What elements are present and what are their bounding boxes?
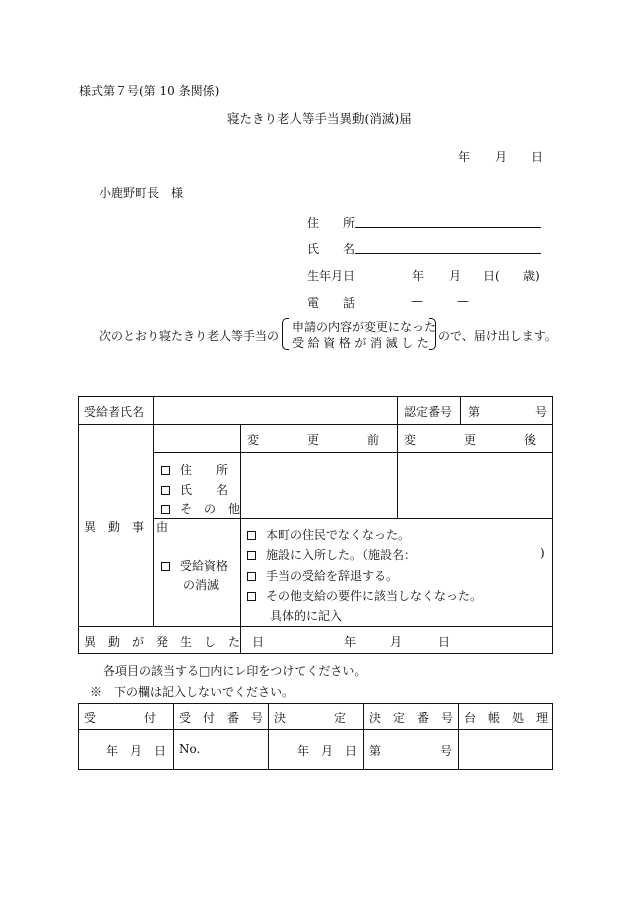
before-label: 変 更 前	[247, 433, 380, 447]
col-divider	[460, 396, 461, 424]
office-header-decision: 決 定	[274, 711, 347, 725]
form-title: 寝たきり老人等手当異動(消滅)届	[227, 111, 412, 126]
intro-options	[282, 318, 436, 350]
date-month: 月	[495, 150, 508, 164]
col-divider	[363, 703, 364, 770]
birth-age: 歳)	[523, 269, 540, 283]
intro-option-loss: 受給資格が消滅した	[292, 336, 433, 350]
birth-year: 年	[412, 269, 425, 283]
checkbox[interactable]	[161, 486, 170, 495]
phone-separator-1: —	[411, 294, 423, 308]
row-divider	[78, 626, 553, 627]
col-divider	[173, 703, 174, 770]
after-field[interactable]	[398, 453, 552, 517]
date-day: 日	[531, 150, 544, 164]
col-divider	[268, 703, 269, 770]
loss-item-other[interactable]: その他支給の要件に該当しなくなった。	[247, 587, 482, 604]
recipient-name-label: 受給者氏名	[84, 405, 145, 419]
address-field[interactable]	[355, 227, 541, 228]
loss-item-decline[interactable]: 手当の受給を辞退する。	[247, 567, 398, 584]
intro-lead: 次のとおり寝たきり老人等手当の	[99, 329, 280, 343]
change-item-name[interactable]: 氏 名	[161, 481, 228, 498]
checkbox[interactable]	[247, 592, 256, 601]
birth-day: 日(	[483, 269, 500, 283]
cert-prefix: 第	[468, 405, 481, 419]
phone-separator-2: —	[457, 294, 469, 308]
office-use-note: ※ 下の欄は記入しないでください。	[90, 685, 295, 699]
change-item-other[interactable]: そ の 他	[161, 500, 240, 517]
checkbox[interactable]	[161, 466, 170, 475]
phone-label: 電 話	[307, 296, 356, 310]
occurrence-day: 日	[438, 635, 451, 649]
loss-item-nonresident[interactable]: 本町の住民でなくなった。	[247, 526, 410, 543]
office-decision-prefix: 第	[369, 744, 382, 758]
birthdate-label: 生年月日	[307, 269, 356, 283]
intro-option-change: 申請の内容が変更になった	[292, 320, 437, 334]
loss-eligibility-item[interactable]: 受給資格	[161, 557, 228, 574]
change-item-address[interactable]: 住 所	[161, 461, 228, 478]
checkbox[interactable]	[247, 531, 256, 540]
office-decision-suffix: 号	[440, 744, 453, 758]
checkbox-instruction: 各項目の該当する□内にレ印をつけてください。	[103, 664, 367, 678]
address-label: 住 所	[307, 216, 356, 230]
change-reason-label: 異 動 事 由	[84, 520, 169, 534]
office-header-receipt-number: 受 付 番 号	[179, 711, 264, 725]
row-divider	[78, 729, 553, 730]
name-label: 氏 名	[307, 242, 356, 256]
cert-suffix: 号	[535, 405, 548, 419]
row-divider	[78, 424, 553, 425]
before-field[interactable]	[241, 453, 396, 517]
office-header-decision-number: 決 定 番 号	[369, 711, 454, 725]
occurrence-year: 年	[344, 635, 357, 649]
occurrence-month: 月	[390, 635, 403, 649]
recipient-name-field[interactable]	[158, 397, 396, 423]
date-year: 年	[458, 150, 471, 164]
office-receipt-date: 年 月 日	[106, 744, 167, 758]
name-field[interactable]	[355, 253, 541, 254]
intro-tail: ので、届け出します。	[438, 329, 557, 343]
facility-close-paren: )	[540, 546, 545, 560]
addressee: 小鹿野町長 様	[99, 186, 184, 200]
office-decision-date: 年 月 日	[297, 744, 358, 758]
office-header-ledger: 台 帳 処 理	[464, 711, 549, 725]
occurrence-date-label: 異 動 が 発 生 し た 日	[84, 635, 265, 649]
checkbox[interactable]	[161, 562, 170, 571]
loss-eligibility-label-2: の消滅	[183, 578, 220, 592]
office-header-receipt: 受 付	[84, 711, 157, 725]
cert-number-label: 認定番号	[404, 405, 453, 419]
checkbox[interactable]	[247, 551, 256, 560]
col-divider	[458, 703, 459, 770]
after-label: 変 更 後	[404, 433, 537, 447]
col-divider	[153, 396, 154, 626]
row-divider	[153, 518, 553, 519]
specific-note: 具体的に記入	[270, 609, 343, 623]
form-number: 様式第７号(第 10 条関係)	[79, 84, 220, 98]
loss-item-facility[interactable]: 施設に入所した。（施設名：	[247, 546, 416, 563]
checkbox[interactable]	[247, 572, 256, 581]
birth-month: 月	[449, 269, 462, 283]
left-bracket	[282, 318, 289, 350]
checkbox[interactable]	[161, 505, 170, 514]
office-receipt-no: No.	[179, 742, 201, 756]
